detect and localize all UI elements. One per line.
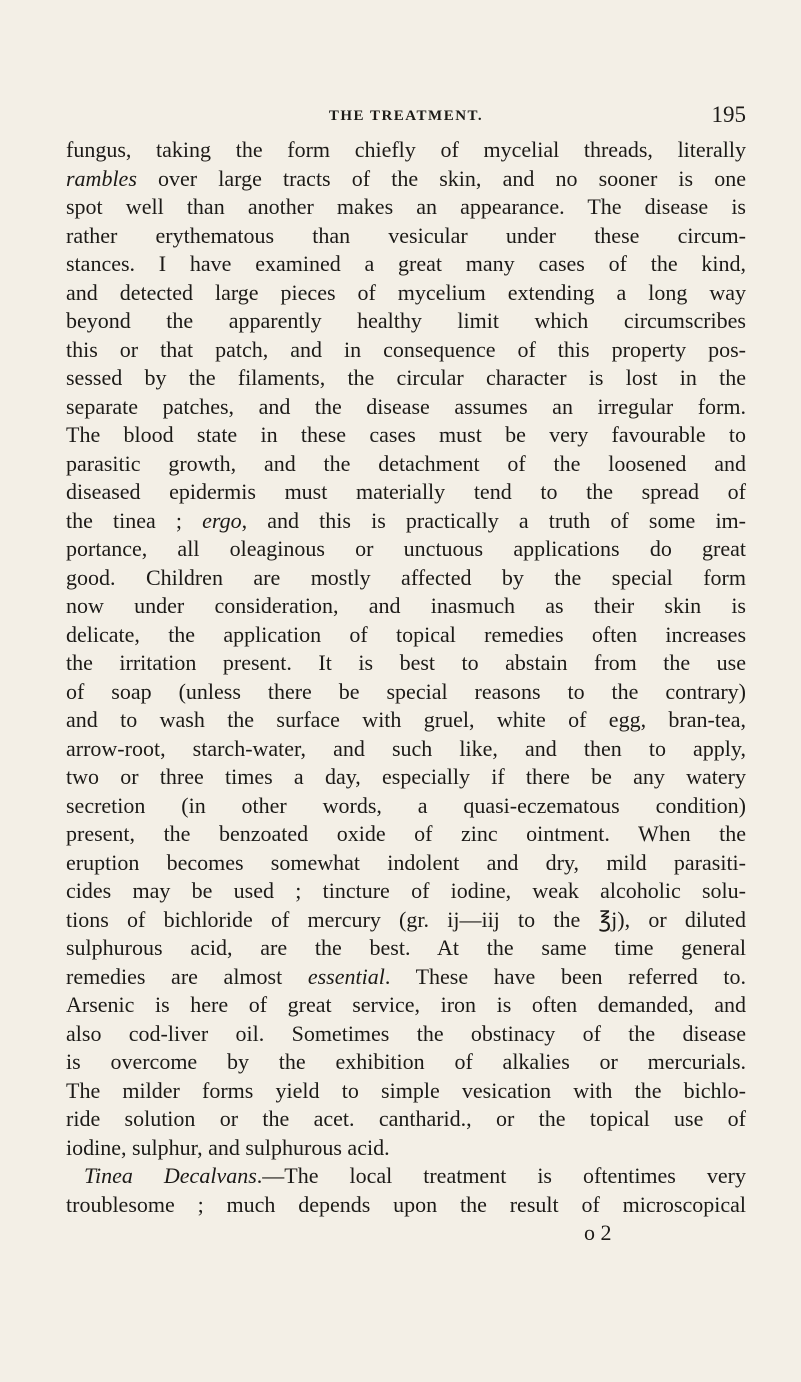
- text-line-with-italic: [66, 507, 746, 536]
- page-header: [66, 96, 746, 136]
- text-line: sulphurous acid, are the best. At the same time general: [66, 935, 746, 960]
- text-line: is overcome by the exhibition of alkalies or mercurials.: [66, 1049, 746, 1074]
- text-line: two or three times a day, especially if there be any watery: [66, 764, 746, 789]
- text-line: arrow-root, starch-water, and such like, and then to apply,: [66, 735, 746, 761]
- text-line: this or that patch, and in consequence of this property pos-: [66, 336, 746, 362]
- text-line-rest: .—The local treatment is oftentimes very: [256, 1163, 746, 1188]
- text-line: present, the benzoated oxide of zinc ointment. When the: [66, 821, 746, 846]
- text-line: the irritation present. It is best to abstain from the use: [66, 650, 746, 675]
- text-line: ride solution or the acet. cantharid., or the topical use of: [66, 1106, 746, 1131]
- book-page: [66, 96, 746, 1247]
- text-line: portance, all oleaginous or unctuous applications do great: [66, 536, 746, 561]
- text-line: now under consideration, and inasmuch as their skin is: [66, 593, 746, 618]
- italic-word: essential: [307, 963, 385, 989]
- text-line: stances. I have examined a great many cases of the kind,: [66, 251, 746, 276]
- text-line: and to wash the surface with gruel, white of egg, bran-tea,: [66, 707, 746, 732]
- text-line: parasitic growth, and the detachment of the loosened and: [66, 450, 746, 476]
- text-line: separate patches, and the disease assumes an irregular form.: [66, 393, 746, 419]
- text-line: rather erythematous than vesicular under these circum-: [66, 222, 746, 248]
- text-line: The milder forms yield to simple vesication with the bichlo-: [66, 1077, 746, 1103]
- text-line: delicate, the application of topical remedies often increases: [66, 621, 746, 647]
- text-line: The blood state in these cases must be very favourable to: [66, 422, 746, 447]
- text-line: Arsenic is here of great service, iron is often demanded, and: [66, 992, 746, 1017]
- italic-word: ergo: [202, 507, 242, 533]
- text-line: beyond the apparently healthy limit which circumscribes: [66, 308, 746, 333]
- text-line: tions of bichloride of mercury (gr. ij—iij to the ℥j), or diluted: [66, 906, 746, 932]
- text-line: secretion (in other words, a quasi-eczematous condition): [66, 792, 746, 818]
- italic-word: rambles: [66, 165, 137, 191]
- running-title: THE TREATMENT.: [328, 108, 484, 124]
- page-number: 195: [711, 102, 746, 127]
- text-line: cides may be used ; tincture of iodine, weak alcoholic solu-: [66, 878, 746, 903]
- text-line-with-italic: [66, 1162, 746, 1191]
- text-line: diseased epidermis must materially tend to the spread of: [66, 479, 746, 504]
- text-line-rest: , and this is practically a truth of some im-: [241, 507, 746, 533]
- text-line-start: the tinea ;: [66, 507, 203, 533]
- text-line-with-italic: [66, 963, 746, 992]
- text-line: troublesome ; much depends upon the result of microscopical: [66, 1191, 746, 1217]
- signature-mark: o 2: [584, 1220, 612, 1245]
- italic-heading: Tinea Decalvans: [84, 1163, 257, 1188]
- text-line-with-italic: [66, 165, 746, 194]
- body-text: [66, 136, 746, 1219]
- text-line-paragraph-end: iodine, sulphur, and sulphurous acid.: [66, 1134, 390, 1160]
- text-line: fungus, taking the form chiefly of mycelial threads, literally: [66, 137, 746, 162]
- text-line: good. Children are mostly affected by the special form: [66, 564, 746, 590]
- text-line: also cod-liver oil. Sometimes the obstinacy of the disease: [66, 1020, 746, 1046]
- text-line-start: remedies are almost: [66, 963, 308, 989]
- text-line: sessed by the filaments, the circular character is lost in the: [66, 365, 746, 390]
- text-line: spot well than another makes an appearance. The disease is: [66, 194, 746, 219]
- text-line: of soap (unless there be special reasons to the contrary): [66, 678, 746, 704]
- text-line: eruption becomes somewhat indolent and dry, mild parasiti-: [66, 849, 746, 875]
- text-line-rest: over large tracts of the skin, and no sooner is one: [136, 165, 746, 191]
- text-line-rest: . These have been referred to.: [384, 963, 746, 989]
- text-line: and detected large pieces of mycelium extending a long way: [66, 279, 746, 305]
